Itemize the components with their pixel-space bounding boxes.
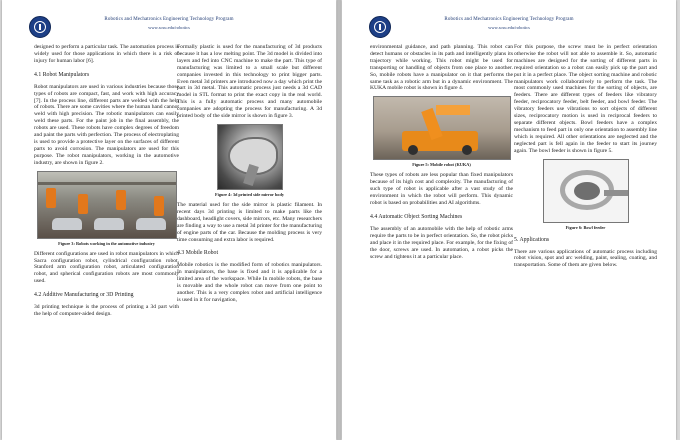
journal-url: www.scsu.edu/robotics <box>148 25 190 30</box>
page-gutter <box>337 0 341 440</box>
paragraph: Formally plastic is used for the manufacturing of 3d products because it has a low melting point. The 3d model is divided into layers and fed into CNC machine to make the part. This type of manufacturing was limited to a small scale but different companies invested in this technology to print bigger parts. Even metal 3d printers are introduced now a day which print the part in 3d metal. This automatic process just needs a 3d CAD model in STL format to print the exact copy in the real world. This is a fully automatic process and many automobile companies are adopting the process for manufacturing. A 3d printed body of the side mirror is shown in figure 3. <box>177 44 322 120</box>
page-right <box>342 0 676 440</box>
paragraph: Different configurations are used in robot manipulators in which Sacra configuration robot, cylindrical configuration robot, Stanford arm configuration robot, articulated configuration robot, and spherical configuration robots are most commonly used. <box>34 250 179 285</box>
page-header <box>2 14 336 40</box>
section-heading: 5. Applications <box>514 236 550 243</box>
paragraph: designed to perform a particular task. The automation process is widely used for those applications in which there is a risk of injury for human labor [6]. <box>34 44 179 64</box>
paragraph: There are various applications of automatic process including robot vision, spot and arc welding, paint, sealing, coating, and transportation. Some of them are given below. <box>514 248 657 269</box>
journal-title: Robotics and Mechatronics Engineering Technology Program <box>104 17 234 22</box>
figure-caption: Figure 3: Robots working in the automotive industry <box>58 240 155 246</box>
journal-url: www.scsu.edu/robotics <box>488 25 530 30</box>
paragraph: Robot manipulators are used in various industries because those types of robots are compact, fast, and work with high accuracy [7]. In the process line, different parts are welded with the help of robots. There are some cavities where the human hand cannot weld with high precision. The robotic manipulators can easily weld these parts. For the paint job in the final assembly, the robots are used. These robots have complex degrees of freedom and paint the parts with perfection. The process of electroplating is used to provide a protective layer on the surfaces of different parts to avoid corrosion. The manipulators are used for this purpose. The robot manipulators, working in the automotive industry, are shown in figure 2. <box>34 83 179 166</box>
figure-caption: Figure 5: Mobile robot (KUKA) <box>412 162 471 168</box>
figure-kuka-mobile-robot-image <box>373 96 511 160</box>
paragraph: For this purpose, the screw must be in perfect orientation otherwise the robot will not able to assemble it. So, automatic machines are designed for the sorting of different parts in required orientation so a robot can easily pick up the part and put it in a perfect place. The object sorting machine and robotic manipulators work collaboratively to perform the task. The most commonly used machines for the sorting of objects, are feeders. There are different types of feeders like vibratory feeder, reciprocatory feeder, belt feeder, and bowl feeder. The vibratory feeders use vibrations to sort objects of different sizes, reciprocatory motion is used in reciprocal feeders to separate different objects. Bowl feeders have a complex mechanism to feed part in only one orientation to assembly line which is required. All other orientations are neglected and the neglected part is fell again in the feeder to start its journey again. The bowl feeder is shown in figure 5. <box>514 44 657 154</box>
left-page-column-2 <box>177 44 322 436</box>
page-header <box>342 14 676 40</box>
section-heading: 4.1 Robot Manipulators <box>34 71 90 78</box>
paragraph: 3d printing technique is the process of printing a 3d part with the help of computer-aided design. <box>34 304 179 318</box>
section-heading: 4.4 Automatic Object Sorting Machines <box>370 213 463 220</box>
figure-bowl-feeder-image <box>543 159 629 223</box>
figure-caption: Figure 4: 3d printed side mirror body <box>215 191 284 197</box>
right-page-column-1 <box>370 44 513 436</box>
figure-automotive-robots-image <box>37 171 177 239</box>
right-page-column-2 <box>514 44 657 436</box>
figure-caption: Figure 6: Bowl feeder <box>565 224 606 230</box>
left-page-column-1 <box>34 44 179 436</box>
paragraph: These types of robots are less popular than fixed manipulators because of its high cost and complexity. The manufacturing of such type of robot is applicable after a vast study of the environment in which the robot will perform. This dynamic robot is based on probabilities and AI algorithms. <box>370 172 513 206</box>
paragraph: The material used for the side mirror is plastic filament. In recent days 3d printing is limited to make parts like the dashboard, headlight covers, side mirrors, etc. Many researchers are finding a way to use a metal 3d printer for the manufacturing of engine parts of the car. Because the molding process is very time consuming and extra labor is required. <box>177 201 322 243</box>
paragraph: Mobile robotics is the modified form of robotics manipulators. In manipulators, the base is fixed and it is applicable for a limited area of the workspace. While In mobile robots, the base is movable and the whole robot can move from one point to another. This is a very complex robot and artificial intelligence is used in it for navigation, <box>177 262 322 303</box>
paragraph: environmental guidance, and path planning. This robot can detect humans or obstacles in its path and intelligently plans its trajectory while working. This robot might be used for transporting or handling of objects from one place to another. So, mobile robots have a manipulator on it that performs the same task as a robotic arm but in a dynamic environment. The KUKA mobile robot is shown in figure 4. <box>370 44 513 92</box>
journal-title: Robotics and Mechatronics Engineering Technology Program <box>444 17 574 22</box>
paragraph: The assembly of an automobile with the help of robotic arms require the parts to be in perfect orientation. So, the robot picks and place it in the required place. For example, for the fixing of the door, screws are used. In automation, a robot picks the screw and tightens it at a particular place. <box>370 225 513 260</box>
section-heading: 4.2 Additive Manufacturing or 3D Printing <box>34 292 134 299</box>
page-left <box>2 0 336 440</box>
figure-side-mirror-image <box>217 124 283 190</box>
section-heading: 4.3 Mobile Robot <box>177 250 219 257</box>
